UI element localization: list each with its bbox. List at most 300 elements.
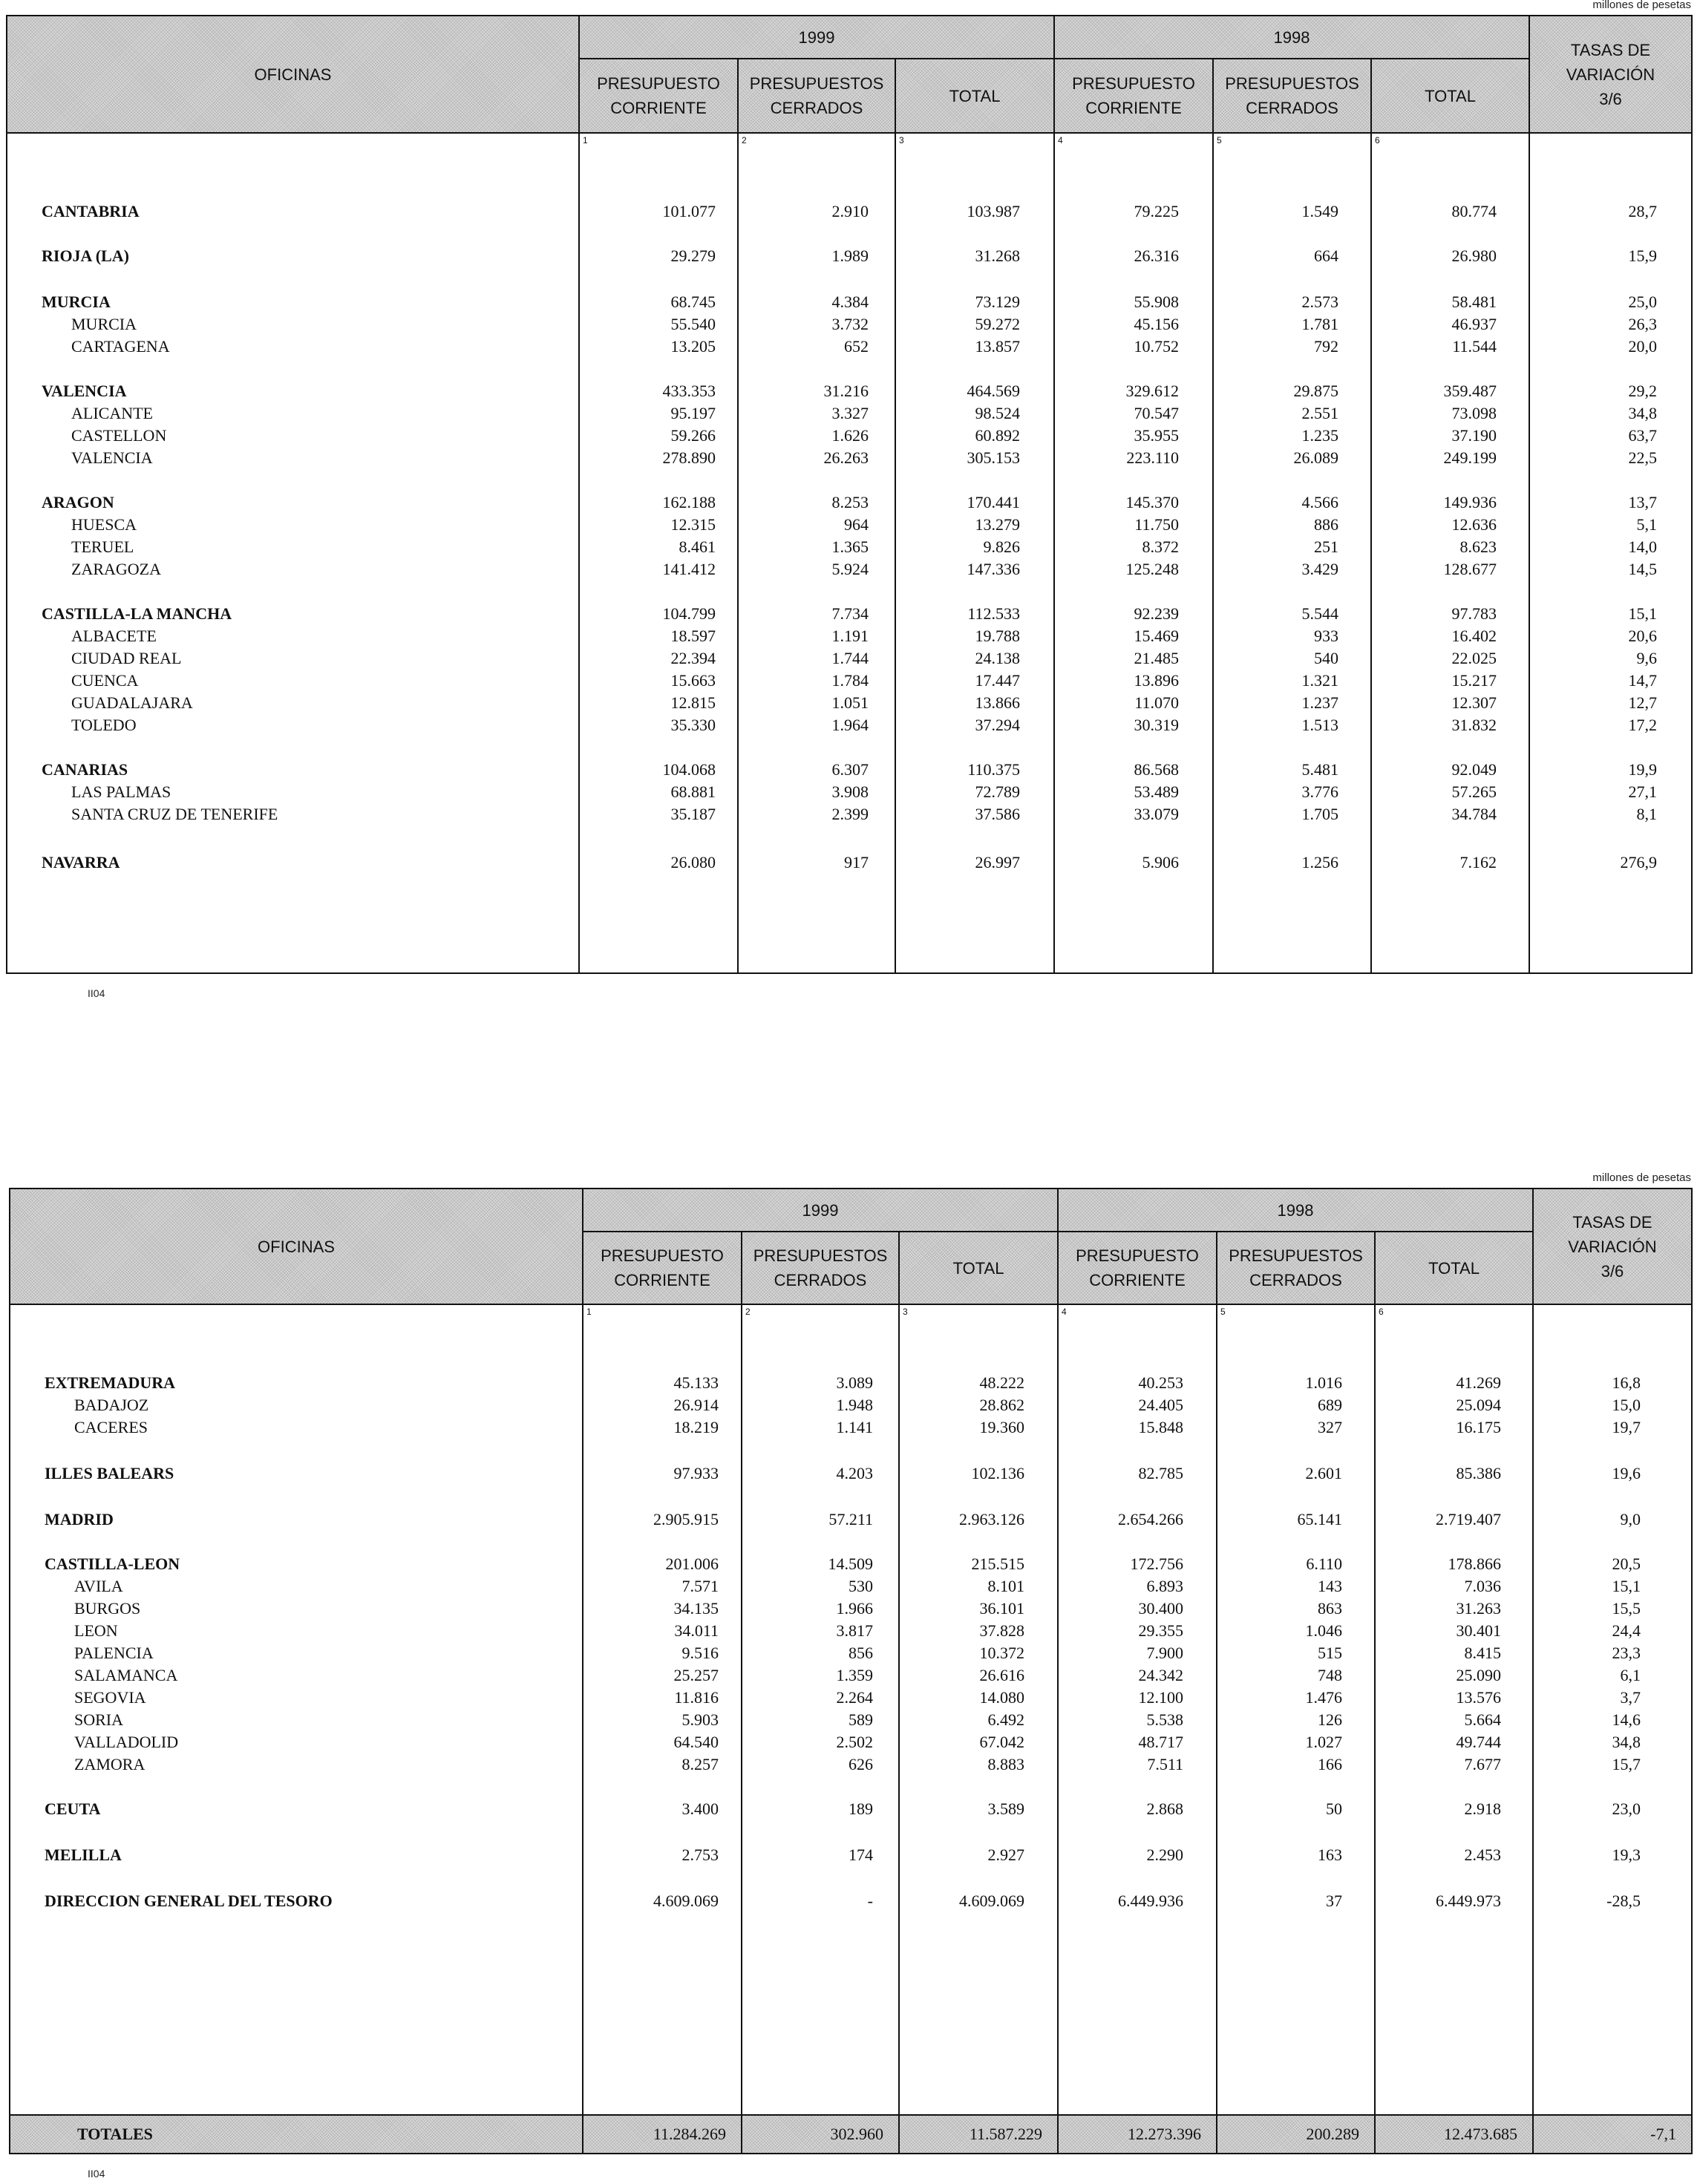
table-cell: 141.412 xyxy=(662,560,716,578)
col-number: 3 xyxy=(899,1304,1058,1323)
header-text: PRESUPUESTOS xyxy=(753,1246,888,1265)
table-cell: 37.190 xyxy=(1451,426,1497,445)
header-text: CORRIENTE xyxy=(614,1271,710,1289)
table-cell: 1.744 xyxy=(831,649,869,667)
table-cell: 14,7 xyxy=(1628,671,1657,690)
table-row xyxy=(6,714,1691,736)
table-cell: 2.905.915 xyxy=(653,1510,719,1529)
table-cell: 652 xyxy=(844,337,869,356)
header-presupuesto-corriente-1998 xyxy=(1054,59,1213,133)
table-cell: 3,7 xyxy=(1620,1688,1641,1707)
table-cell: 2.654.266 xyxy=(1118,1510,1183,1529)
table-cell: 3.089 xyxy=(836,1373,873,1392)
table-cell: 4.609.069 xyxy=(653,1892,719,1910)
table-cell: 530 xyxy=(849,1577,873,1595)
table-cell: 30.319 xyxy=(1134,716,1179,734)
unit-label: millones de pesetas xyxy=(1592,1171,1691,1184)
table-row xyxy=(9,1598,1691,1620)
table-cell: 40.253 xyxy=(1138,1373,1183,1392)
header-total-1999: TOTAL xyxy=(895,59,1054,133)
table-row xyxy=(6,759,1691,781)
table-cell: 13.279 xyxy=(975,515,1020,534)
header-oficinas: OFICINAS xyxy=(10,1189,583,1304)
office-name: HUESCA xyxy=(71,515,137,534)
header-year-1999: 1999 xyxy=(579,16,1054,59)
table-cell: 60.892 xyxy=(975,426,1020,445)
office-name: SORIA xyxy=(74,1710,124,1729)
unit-label: millones de pesetas xyxy=(1592,0,1691,11)
table-cell: 31.216 xyxy=(823,382,869,400)
table-cell: 8.883 xyxy=(987,1755,1024,1773)
table-cell: 34.011 xyxy=(674,1621,719,1640)
table-cell: 2.927 xyxy=(987,1845,1024,1864)
table-cell: 85.386 xyxy=(1456,1464,1501,1482)
table-cell: 37.294 xyxy=(975,716,1020,734)
header-presupuesto-corriente-1999 xyxy=(583,1232,742,1304)
table-cell: 12.815 xyxy=(670,693,716,712)
table-cell: 2.502 xyxy=(836,1733,873,1751)
table-cell: 15,1 xyxy=(1628,604,1657,623)
table-cell: 8.623 xyxy=(1459,537,1497,556)
table-cell: 104.068 xyxy=(662,760,716,779)
table-row xyxy=(9,1416,1691,1439)
office-name: CACERES xyxy=(74,1418,148,1436)
table-cell: 104.799 xyxy=(662,604,716,623)
table-cell: 30.401 xyxy=(1456,1621,1501,1640)
table-cell: 2.290 xyxy=(1146,1845,1183,1864)
table-cell: 5.906 xyxy=(1142,853,1179,872)
header-tasas-line3: 3/6 xyxy=(1599,89,1622,108)
table-cell: 14.509 xyxy=(828,1554,873,1573)
table-cell: 15,0 xyxy=(1612,1396,1641,1414)
table-row xyxy=(9,1508,1691,1531)
table-cell: 6.492 xyxy=(987,1710,1024,1729)
table-cell: 1.365 xyxy=(831,537,869,556)
table-cell: 145.370 xyxy=(1125,493,1179,511)
table-cell: 95.197 xyxy=(670,404,716,422)
table-cell: 856 xyxy=(849,1644,873,1662)
table-cell: 329.612 xyxy=(1125,382,1179,400)
table-cell: 1.051 xyxy=(831,693,869,712)
table-cell: 12,7 xyxy=(1628,693,1657,712)
table-cell: 9.826 xyxy=(983,537,1020,556)
office-group-name: NAVARRA xyxy=(42,853,120,872)
table-cell: 67.042 xyxy=(979,1733,1024,1751)
table-cell: 8.257 xyxy=(681,1755,719,1773)
header-text: PRESUPUESTOS xyxy=(1229,1246,1363,1265)
header-text: PRESUPUESTOS xyxy=(749,74,884,93)
table-cell: 45.156 xyxy=(1134,315,1179,333)
table-cell: 278.890 xyxy=(662,448,716,467)
table-cell: 2.963.126 xyxy=(959,1510,1024,1529)
office-name: SALAMANCA xyxy=(74,1666,178,1684)
table-cell: 12.307 xyxy=(1451,693,1497,712)
table-cell: 2.868 xyxy=(1146,1799,1183,1818)
office-name: VALENCIA xyxy=(71,448,153,467)
table-cell: 19,7 xyxy=(1612,1418,1641,1436)
header-text: CORRIENTE xyxy=(610,99,707,117)
table-cell: 126 xyxy=(1318,1710,1342,1729)
table-cell: 35.955 xyxy=(1134,426,1179,445)
col-number: 5 xyxy=(1213,133,1371,151)
table-cell: 18.597 xyxy=(670,627,716,645)
header-oficinas: OFICINAS xyxy=(7,16,579,133)
table-cell: 59.272 xyxy=(975,315,1020,333)
header-text: CERRADOS xyxy=(1246,99,1338,117)
table-cell: 17,2 xyxy=(1628,716,1657,734)
table-row xyxy=(9,1731,1691,1753)
table-cell: 276,9 xyxy=(1620,853,1657,872)
table-cell: 68.881 xyxy=(670,782,716,801)
office-group-name: MURCIA xyxy=(42,292,111,311)
table-cell: 19,3 xyxy=(1612,1845,1641,1864)
table-cell: 16.175 xyxy=(1456,1418,1501,1436)
table-cell: 2.918 xyxy=(1464,1799,1501,1818)
table-cell: 2.264 xyxy=(836,1688,873,1707)
table-cell: 327 xyxy=(1318,1418,1342,1436)
table-row xyxy=(6,781,1691,803)
table-cell: 57.265 xyxy=(1451,782,1497,801)
office-group-name: ARAGON xyxy=(42,493,114,511)
table-cell: 5.903 xyxy=(681,1710,719,1729)
table-row xyxy=(6,851,1691,874)
table-row xyxy=(6,514,1691,536)
table-row xyxy=(9,1372,1691,1394)
header-text: CERRADOS xyxy=(1249,1271,1342,1289)
page-code: II04 xyxy=(88,2168,105,2180)
table-row xyxy=(6,536,1691,558)
table-cell: 10.372 xyxy=(979,1644,1024,1662)
table-cell: 12.100 xyxy=(1138,1688,1183,1707)
table-cell: 626 xyxy=(849,1755,873,1773)
header-tasas-line3: 3/6 xyxy=(1601,1261,1624,1281)
table-cell: 7.900 xyxy=(1146,1644,1183,1662)
office-name: VALLADOLID xyxy=(74,1733,179,1751)
table-cell: 37.586 xyxy=(975,805,1020,823)
office-name: SANTA CRUZ DE TENERIFE xyxy=(71,805,278,823)
header-presupuestos-cerrados-1998 xyxy=(1213,59,1371,133)
table-cell: 19,9 xyxy=(1628,760,1657,779)
table-cell: 1.784 xyxy=(831,671,869,690)
header-presupuesto-corriente-1998 xyxy=(1058,1232,1217,1304)
office-name: SEGOVIA xyxy=(74,1688,146,1707)
office-name: TOLEDO xyxy=(71,716,137,734)
table-cell: 2.753 xyxy=(681,1845,719,1864)
office-group-name: ILLES BALEARS xyxy=(45,1464,174,1482)
table-cell: 13.857 xyxy=(975,337,1020,356)
table-cell: 174 xyxy=(849,1845,873,1864)
table-row xyxy=(6,647,1691,670)
table-cell: 19.360 xyxy=(979,1418,1024,1436)
table-row xyxy=(9,1753,1691,1776)
table-cell: 14,6 xyxy=(1612,1710,1641,1729)
totals-cell: 11.284.269 xyxy=(583,2115,742,2154)
table-row xyxy=(9,1844,1691,1866)
table-row xyxy=(9,1890,1691,1912)
table-cell: 14.080 xyxy=(979,1688,1024,1707)
table-cell: 3.908 xyxy=(831,782,869,801)
table-cell: 162.188 xyxy=(662,493,716,511)
table-cell: 13,7 xyxy=(1628,493,1657,511)
table-row xyxy=(6,603,1691,625)
table-cell: 8.415 xyxy=(1464,1644,1501,1662)
header-presupuestos-cerrados-1999 xyxy=(742,1232,899,1304)
table-cell: 464.569 xyxy=(967,382,1020,400)
header-text: CERRADOS xyxy=(774,1271,867,1289)
table-cell: 7.511 xyxy=(1147,1755,1183,1773)
table-cell: 9.516 xyxy=(681,1644,719,1662)
table-cell: 80.774 xyxy=(1451,202,1497,220)
table-row xyxy=(9,1687,1691,1709)
col-number: 1 xyxy=(583,1304,742,1323)
table-cell: 4.566 xyxy=(1301,493,1338,511)
col-number: 1 xyxy=(579,133,738,151)
table-row xyxy=(6,402,1691,425)
table-cell: 63,7 xyxy=(1628,426,1657,445)
header-presupuesto-corriente-1999 xyxy=(579,59,738,133)
table-cell: 48.717 xyxy=(1138,1733,1183,1751)
table-cell: 5.544 xyxy=(1301,604,1338,623)
table-cell: 147.336 xyxy=(967,560,1020,578)
table-row xyxy=(6,313,1691,336)
office-name: CUENCA xyxy=(71,671,139,690)
table-cell: 2.399 xyxy=(831,805,869,823)
table-row xyxy=(6,200,1691,223)
table-cell: 15,7 xyxy=(1612,1755,1641,1773)
table-row xyxy=(9,1664,1691,1687)
totals-cell: 302.960 xyxy=(742,2115,899,2154)
table-cell: 65.141 xyxy=(1297,1510,1342,1529)
header-text: PRESUPUESTO xyxy=(597,74,720,93)
table-cell: 12.636 xyxy=(1451,515,1497,534)
table-cell: 24.342 xyxy=(1138,1666,1183,1684)
table-cell: 97.933 xyxy=(673,1464,719,1482)
table-row xyxy=(9,1798,1691,1820)
table-cell: 92.239 xyxy=(1134,604,1179,623)
header-total-1999: TOTAL xyxy=(899,1232,1058,1304)
header-tasas-line2: VARIACIÓN xyxy=(1568,1237,1657,1256)
table-cell: 45.133 xyxy=(673,1373,719,1392)
col-number: 6 xyxy=(1375,1304,1533,1323)
table-row xyxy=(6,291,1691,313)
table-row xyxy=(6,245,1691,267)
table-cell: 34,8 xyxy=(1612,1733,1641,1751)
table-cell: 1.705 xyxy=(1301,805,1338,823)
table-cell: -28,5 xyxy=(1606,1892,1641,1910)
table-cell: 178.866 xyxy=(1448,1554,1501,1573)
header-total-1998: TOTAL xyxy=(1371,59,1529,133)
table-cell: 28.862 xyxy=(979,1396,1024,1414)
table-cell: 29,2 xyxy=(1628,382,1657,400)
table-cell: 189 xyxy=(849,1799,873,1818)
office-name: CIUDAD REAL xyxy=(71,649,182,667)
table-cell: 11.750 xyxy=(1134,515,1179,534)
table-cell: 223.110 xyxy=(1126,448,1179,467)
table-cell: 20,0 xyxy=(1628,337,1657,356)
table-cell: 251 xyxy=(1314,537,1338,556)
table-cell: 917 xyxy=(844,853,869,872)
table-cell: 22.394 xyxy=(670,649,716,667)
header-tasas-line1: TASAS DE xyxy=(1570,40,1651,59)
table-cell: 4.203 xyxy=(836,1464,873,1482)
table-cell: 34.135 xyxy=(673,1599,719,1618)
table-cell: - xyxy=(867,1892,873,1910)
table-cell: 3.429 xyxy=(1301,560,1338,578)
header-total-1998: TOTAL xyxy=(1375,1232,1533,1304)
table-cell: 2.601 xyxy=(1305,1464,1342,1482)
col-number-blank xyxy=(1533,1304,1692,1323)
table-cell: 20,6 xyxy=(1628,627,1657,645)
table-cell: 1.191 xyxy=(831,627,869,645)
totals-cell: -7,1 xyxy=(1533,2115,1692,2154)
table-row xyxy=(9,1462,1691,1485)
header-year-1998: 1998 xyxy=(1054,16,1529,59)
table-cell: 128.677 xyxy=(1443,560,1497,578)
table-cell: 6.449.973 xyxy=(1436,1892,1501,1910)
office-name: LAS PALMAS xyxy=(71,782,171,801)
table-row xyxy=(6,692,1691,714)
table-cell: 19,6 xyxy=(1612,1464,1641,1482)
table-cell: 29.279 xyxy=(670,246,716,265)
col-number-blank xyxy=(7,133,579,151)
table-cell: 5.664 xyxy=(1464,1710,1501,1729)
table-cell: 1.046 xyxy=(1305,1621,1342,1640)
table-cell: 6.893 xyxy=(1146,1577,1183,1595)
table-cell: 15.848 xyxy=(1138,1418,1183,1436)
table-cell: 13.205 xyxy=(670,337,716,356)
table-cell: 10.752 xyxy=(1134,337,1179,356)
table-row xyxy=(6,558,1691,581)
table-cell: 201.006 xyxy=(665,1554,719,1573)
office-group-name: MELILLA xyxy=(45,1845,122,1864)
table-cell: 15,9 xyxy=(1628,246,1657,265)
table-cell: 97.783 xyxy=(1451,604,1497,623)
office-name: GUADALAJARA xyxy=(71,693,193,712)
office-name: CASTELLON xyxy=(71,426,167,445)
table-cell: 112.533 xyxy=(967,604,1020,623)
table-cell: 92.049 xyxy=(1451,760,1497,779)
table-cell: 6.307 xyxy=(831,760,869,779)
table-cell: 26.616 xyxy=(979,1666,1024,1684)
table-cell: 8.101 xyxy=(987,1577,1024,1595)
totals-cell: 12.473.685 xyxy=(1375,2115,1533,2154)
col-number-blank xyxy=(1529,133,1692,151)
table-cell: 11.816 xyxy=(674,1688,719,1707)
table-cell: 8.253 xyxy=(831,493,869,511)
office-group-name: CEUTA xyxy=(45,1799,101,1818)
table-cell: 17.447 xyxy=(975,671,1020,690)
table-cell: 1.513 xyxy=(1301,716,1338,734)
table-cell: 3.817 xyxy=(836,1621,873,1640)
table-cell: 70.547 xyxy=(1134,404,1179,422)
totals-cell: 11.587.229 xyxy=(899,2115,1058,2154)
table-cell: 13.866 xyxy=(975,693,1020,712)
table-cell: 1.781 xyxy=(1301,315,1338,333)
office-name: BADAJOZ xyxy=(74,1396,149,1414)
table-row xyxy=(6,336,1691,358)
table-cell: 26.980 xyxy=(1451,246,1497,265)
table-cell: 18.219 xyxy=(673,1418,719,1436)
table-cell: 7.571 xyxy=(681,1577,719,1595)
table-cell: 19.788 xyxy=(975,627,1020,645)
table-cell: 49.744 xyxy=(1456,1733,1501,1751)
table-cell: 26.089 xyxy=(1293,448,1338,467)
office-name: LEON xyxy=(74,1621,118,1640)
table-cell: 35.187 xyxy=(670,805,716,823)
table-cell: 73.129 xyxy=(975,292,1020,311)
table-cell: 933 xyxy=(1314,627,1338,645)
table-cell: 55.908 xyxy=(1134,292,1179,311)
table-cell: 15.217 xyxy=(1451,671,1497,690)
table-cell: 964 xyxy=(844,515,869,534)
header-text: CERRADOS xyxy=(770,99,863,117)
table-cell: 886 xyxy=(1314,515,1338,534)
table-cell: 11.070 xyxy=(1134,693,1179,712)
header-tasas-line1: TASAS DE xyxy=(1572,1212,1652,1232)
table-cell: 14,0 xyxy=(1628,537,1657,556)
table-cell: 33.079 xyxy=(1134,805,1179,823)
office-name: CARTAGENA xyxy=(71,337,170,356)
table-cell: 15.663 xyxy=(670,671,716,690)
table-cell: 15.469 xyxy=(1134,627,1179,645)
table-cell: 664 xyxy=(1314,246,1338,265)
table-cell: 29.355 xyxy=(1138,1621,1183,1640)
header-tasas xyxy=(1529,16,1692,133)
table-cell: 149.936 xyxy=(1443,493,1497,511)
table-cell: 433.353 xyxy=(662,382,716,400)
table-row xyxy=(6,380,1691,402)
table-cell: 24,4 xyxy=(1612,1621,1641,1640)
table-cell: 23,3 xyxy=(1612,1644,1641,1662)
table-cell: 9,6 xyxy=(1636,649,1657,667)
table-cell: 1.235 xyxy=(1301,426,1338,445)
office-name: ZAMORA xyxy=(74,1755,146,1773)
table-cell: 35.330 xyxy=(670,716,716,734)
table-cell: 1.966 xyxy=(836,1599,873,1618)
table-cell: 249.199 xyxy=(1443,448,1497,467)
table-cell: 21.485 xyxy=(1134,649,1179,667)
table-cell: 20,5 xyxy=(1612,1554,1641,1573)
header-text: PRESUPUESTO xyxy=(1072,74,1195,93)
table-cell: 101.077 xyxy=(662,202,716,220)
table-cell: 359.487 xyxy=(1443,382,1497,400)
table-cell: 6.110 xyxy=(1306,1554,1342,1573)
office-group-name: RIOJA (LA) xyxy=(42,246,129,265)
table-cell: 4.384 xyxy=(831,292,869,311)
table-cell: 2.551 xyxy=(1301,404,1338,422)
office-group-name: DIRECCION GENERAL DEL TESORO xyxy=(45,1892,333,1910)
table-cell: 125.248 xyxy=(1125,560,1179,578)
office-name: MURCIA xyxy=(71,315,137,333)
table-cell: 72.789 xyxy=(975,782,1020,801)
table-cell: 1.016 xyxy=(1305,1373,1342,1392)
table-cell: 5,1 xyxy=(1636,515,1657,534)
office-name: ALBACETE xyxy=(71,627,157,645)
totals-label: TOTALES xyxy=(10,2115,583,2154)
header-text: CORRIENTE xyxy=(1089,1271,1186,1289)
table-cell: 2.453 xyxy=(1464,1845,1501,1864)
table-cell: 31.832 xyxy=(1451,716,1497,734)
col-number: 2 xyxy=(742,1304,899,1323)
table-cell: 863 xyxy=(1318,1599,1342,1618)
office-group-name: VALENCIA xyxy=(42,382,127,400)
table-cell: 7.677 xyxy=(1464,1755,1501,1773)
table-cell: 31.263 xyxy=(1456,1599,1501,1618)
table-cell: 26.914 xyxy=(673,1396,719,1414)
totals-cell: 12.273.396 xyxy=(1058,2115,1217,2154)
table-cell: 57.211 xyxy=(828,1510,873,1529)
table-row xyxy=(9,1575,1691,1598)
